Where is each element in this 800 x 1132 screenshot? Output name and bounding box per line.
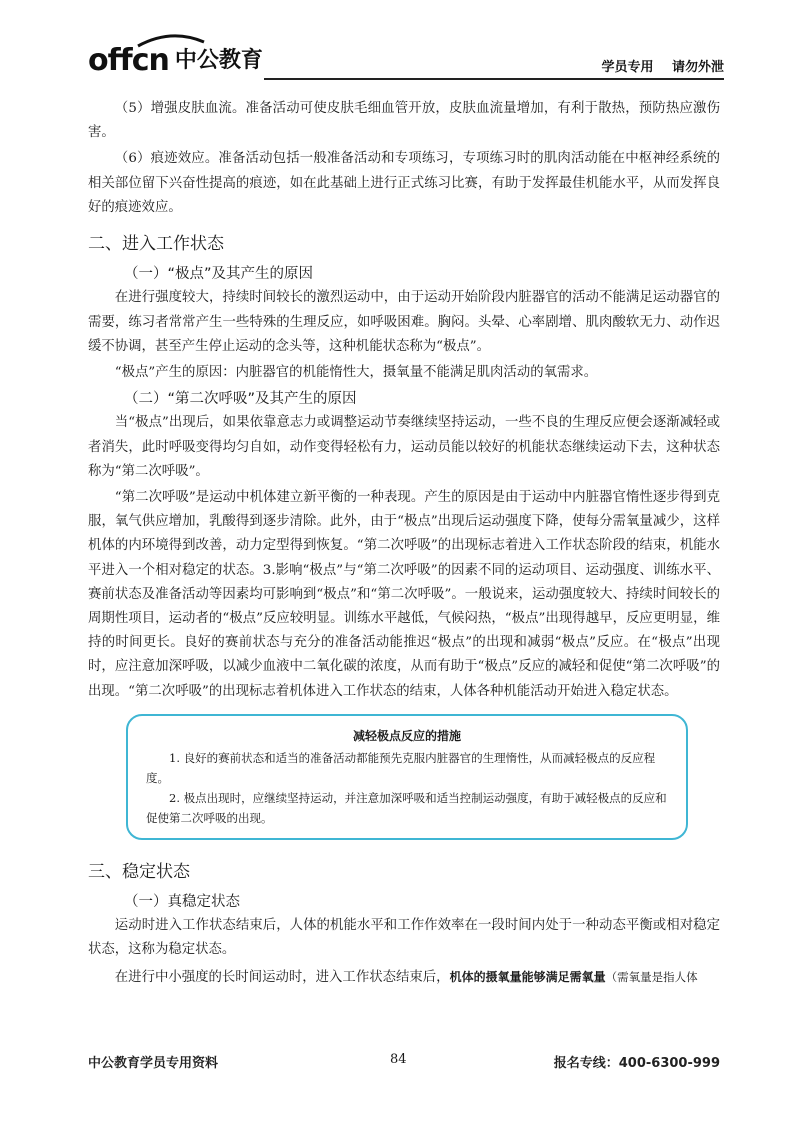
subsection-title-dead-point: （一）“极点”及其产生的原因 (124, 266, 314, 283)
logo-text-en: offcn (88, 43, 169, 78)
subsection-title-true-steady-state: （一）真稳定状态 (124, 894, 240, 911)
header-divider (264, 78, 724, 80)
paragraph-second-wind-cause: “第二次呼吸”是运动中机体建立新平衡的一种表现。产生的原因是由于运动中内脏器官惰性逐步得到克服，氧气供应增加，乳酸得到逐步清除。此外，由于“极点”出现后运动强度下降，使每分需氧量减少，这样机体的内环境得到改善，动力定型得到恢复。“第二次呼吸”的出现标志着进入工作状态阶段的结束，机能水平进入一个相对稳定的状态。3.影响“极点”与“第二次呼吸”的因素不同的运动项目、运动强度、训练水平、赛前状态及准备活动等因素均可影响到“极点”和“第二次呼吸”。一般说来，运动强度较大、持续时间较长的周期性项目，运动者的“极点”反应较明显。训练水平越低，气候闷热，“极点”出现得越早，反应更明显，维持的时间更长。良好的赛前状态与充分的准备活动能推迟“极点”的出现和减弱“极点”反应。在“极点”出现时，应注意加深呼吸，以减少血液中二氧化碳的浓度，从而有助于“极点”反应的减轻和促使“第二次呼吸”的出现。“第二次呼吸”的出现标志着机体进入工作状态的结束，人体各种机能活动开始进入稳定状态。 (88, 490, 720, 699)
callout-title: 减轻极点反应的措施 (352, 728, 461, 743)
oxygen-text-a: 在进行中小强度的长时间运动时，进入工作状态结束后， (114, 969, 450, 985)
header-label-no-leak: 请勿外泄 (671, 60, 724, 75)
paragraph-dead-point-cause: “极点”产生的原因：内脏器官的机能惰性大，摄氧量不能满足肌肉活动的氧需求。 (114, 365, 598, 381)
oxygen-text-c: （需氧量是指人体 (605, 969, 698, 984)
header-label-students-only: 学员专用 (601, 60, 654, 75)
callout-item-2: 2. 极点出现时，应继续坚持运动，并注意加深呼吸和适当控制运动强度，有助于减轻极点的反应和促使第二次呼吸的出现。 (146, 790, 667, 825)
paragraph-oxygen-uptake (88, 965, 720, 990)
oxygen-emphasis: 机体的摄氧量能够满足需氧量 (449, 969, 606, 984)
paragraph-skin-blood-flow: （5）增强皮肤血流。准备活动可使皮肤毛细血管开放，皮肤血流量增加，有利于散热，预防热应激伤害。 (88, 101, 720, 141)
header-labels (587, 56, 724, 75)
logo-swoosh-icon (136, 34, 206, 48)
footer-hotline: 报名专线：400-6300-999 (553, 1056, 720, 1071)
paragraph-trace-effect: （6）痕迹效应。准备活动包括一般准备活动和专项练习，专项练习时的肌肉活动能在中枢神经系统的相关部位留下兴奋性提高的痕迹，如在此基础上进行正式练习比赛，有助于发挥最佳机能水平，从而发挥良好的痕迹效应。 (88, 151, 720, 215)
page-header (88, 38, 724, 82)
paragraph-second-wind-definition: 当“极点”出现后，如果依靠意志力或调整运动节奏继续坚持运动，一些不良的生理反应便会逐渐减轻或者消失，此时呼吸变得均匀自如，动作变得轻松有力，运动员能以较好的机能状态继续运动下去，这种状态称为“第二次呼吸”。 (88, 415, 720, 479)
footer-material-label: 中公教育学员专用资料 (88, 1056, 219, 1071)
page-number: 84 (390, 1052, 407, 1067)
page-content (88, 97, 720, 992)
section-title-steady-state: 三、稳定状态 (88, 861, 190, 882)
logo-text-cn: 中公教育 (174, 48, 263, 73)
callout-item-1: 1. 良好的赛前状态和适当的准备活动都能预先克服内脏器官的生理惰性，从而减轻极点的反应程度。 (146, 750, 656, 785)
measures-callout-box (126, 714, 688, 840)
paragraph-steady-state-definition: 运动时进入工作状态结束后，人体的机能水平和工作作效率在一段时间内处于一种动态平衡或相对稳定状态，这称为稳定状态。 (88, 918, 720, 958)
page-footer (88, 1052, 720, 1072)
subsection-title-second-wind: （二）“第二次呼吸”及其产生的原因 (124, 391, 357, 408)
paragraph-dead-point-definition: 在进行强度较大，持续时间较长的激烈运动中，由于运动开始阶段内脏器官的活动不能满足运动器官的需要，练习者常常产生一些特殊的生理反应，如呼吸困难。胸闷。头晕、心率剧增、肌肉酸软无力、动作迟缓不协调，甚至产生停止运动的念头等，这种机能状态称为“极点”。 (88, 290, 720, 354)
offcn-logo (88, 38, 263, 78)
section-title-work-state: 二、进入工作状态 (88, 234, 224, 255)
